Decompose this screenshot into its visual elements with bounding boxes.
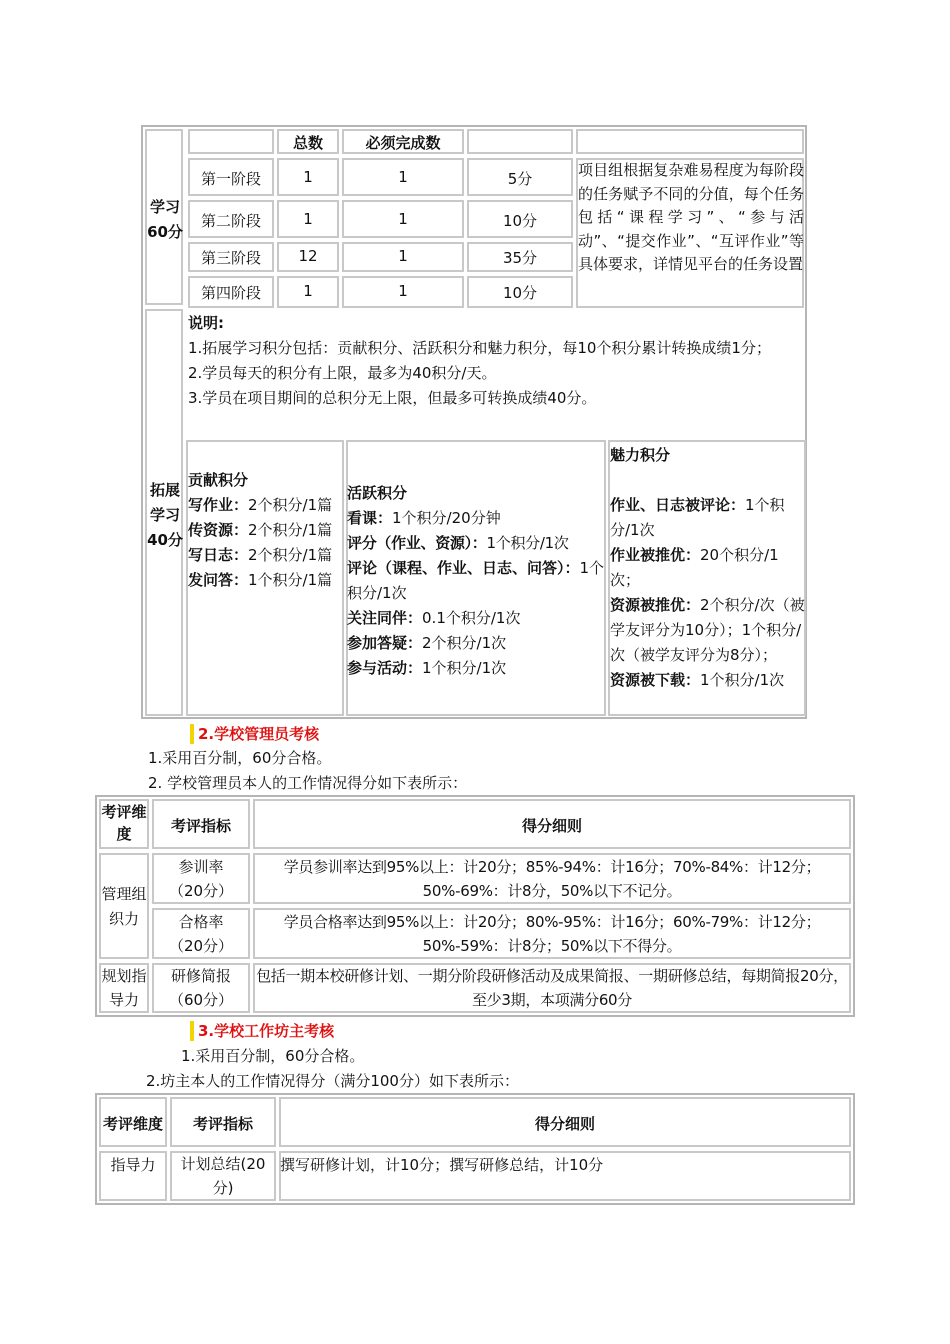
charm-item: 资源被下载：1个积分/1次	[610, 671, 785, 689]
admin-index: 参训率（20分）	[168, 858, 234, 900]
stage-required: 1	[398, 210, 408, 228]
section3-title: 3.学校工作坊主考核	[190, 1021, 334, 1041]
contribution-item: 写日志：2个积分/1篇	[188, 546, 333, 564]
charm-item: 作业、日志被评论：1个积分/1次	[610, 496, 785, 539]
admin-rule: 学员合格率达到95%以上：计20分；80%-95%：计16分；60%-79%：计12分；50%-59%：计8分；50%以下不得分。	[283, 913, 821, 955]
stage-name: 第三阶段	[200, 249, 261, 267]
charm-block	[610, 443, 806, 693]
stage-total: 1	[303, 168, 313, 186]
ws-index: 计划总结(20分)	[180, 1155, 266, 1197]
admin-dim-2: 规划指导力	[101, 967, 147, 1009]
contribution-item: 写作业：2个积分/1篇	[188, 496, 333, 514]
explain-title: 说明:	[188, 314, 224, 332]
header-empty-cell	[188, 129, 274, 154]
stage-score: 10分	[502, 212, 538, 230]
stage-score: 10分	[502, 284, 538, 302]
activity-item: 参加答疑：2个积分/1次	[347, 634, 507, 652]
section2-title: 2.学校管理员考核	[190, 724, 319, 744]
ws-dim: 指导力	[110, 1156, 156, 1174]
contribution-title: 贡献积分	[188, 471, 249, 489]
admin-rule: 学员参训率达到95%以上：计20分；85%-94%：计16分；70%-84%：计12分；50%-69%：计8分，50%以下不记分。	[283, 858, 821, 900]
stage-name: 第二阶段	[200, 212, 261, 230]
charm-title: 魅力积分	[610, 446, 671, 464]
contribution-item: 传资源：2个积分/1篇	[188, 521, 333, 539]
stage-total: 12	[298, 247, 318, 265]
explain-line: 3.学员在项目期间的总积分无上限，但最多可转换成绩40分。	[188, 389, 597, 407]
stage-total: 1	[303, 210, 313, 228]
stage-name: 第四阶段	[200, 284, 261, 302]
ws-rule: 撰写研修计划，计10分；撰写研修总结，计10分	[280, 1156, 604, 1174]
header-total: 总数	[292, 134, 323, 152]
stage-required: 1	[398, 247, 408, 265]
activity-item: 参与活动：1个积分/1次	[347, 659, 507, 677]
charm-item: 资源被推优：2个积分/次（被学友评分为10分）；1个积分/次（被学友评分为8分）；	[610, 596, 805, 664]
ws-header-index: 考评指标	[192, 1115, 253, 1133]
contribution-item: 发问答：1个积分/1篇	[188, 571, 333, 589]
admin-index: 研修简报（60分）	[168, 967, 234, 1009]
admin-header-dim: 考评维度	[101, 803, 147, 843]
stage-total: 1	[303, 282, 313, 300]
section2-line2: 2. 学校管理员本人的工作情况得分如下表所示：	[148, 774, 468, 792]
admin-dim-1: 管理组织力	[101, 885, 147, 928]
stage-required: 1	[398, 168, 408, 186]
admin-rule: 包括一期本校研修计划、一期分阶段研修活动及成果简报、一期研修总结，每期简报20分，至少3期，本项满分60分	[256, 967, 848, 1009]
stage-score: 5分	[507, 170, 533, 188]
activity-block	[347, 481, 609, 681]
activity-item: 评论（课程、作业、日志、问答）：1个积分/1次	[347, 559, 605, 602]
section3-line2: 2.坊主本人的工作情况得分（满分100分）如下表所示：	[146, 1072, 519, 1090]
admin-header-index: 考评指标	[170, 817, 231, 835]
section3-line1: 1.采用百分制，60分合格。	[181, 1047, 365, 1065]
stage-required: 1	[398, 282, 408, 300]
study-label: 学习 60分	[147, 198, 183, 241]
stage-name: 第一阶段	[200, 170, 261, 188]
stage-score: 35分	[502, 249, 538, 267]
charm-item: 作业被推优：20个积分/1次；	[610, 546, 779, 589]
header-required: 必须完成数	[365, 134, 441, 152]
explain-line: 1.拓展学习积分包括：贡献积分、活跃积分和魅力积分，每10个积分累计转换成绩1分；	[188, 339, 771, 357]
explain-block	[188, 311, 804, 439]
activity-title: 活跃积分	[347, 484, 408, 502]
admin-index: 合格率（20分）	[168, 913, 234, 955]
activity-item: 评分（作业、资源）：1个积分/1次	[347, 534, 569, 552]
ext-label: 拓展 学习 40分	[147, 481, 183, 549]
section2-line1: 1.采用百分制，60分合格。	[148, 749, 332, 767]
activity-item: 看课：1个积分/20分钟	[347, 509, 501, 527]
admin-header-rule: 得分细则	[521, 817, 582, 835]
ws-header-rule: 得分细则	[534, 1115, 595, 1133]
activity-item: 关注同伴：0.1个积分/1次	[347, 609, 521, 627]
explain-line: 2.学员每天的积分有上限，最多为40积分/天。	[188, 364, 497, 382]
contribution-block	[188, 468, 342, 593]
ws-header-dim: 考评维度	[102, 1115, 163, 1133]
task-note: 项目组根据复杂难易程度为每阶段的任务赋予不同的分值，每个任务包括“课程学习”、“参与活动”、“提交作业”、“互评作业”等具体要求，详情见平台的任务设置	[578, 161, 804, 273]
